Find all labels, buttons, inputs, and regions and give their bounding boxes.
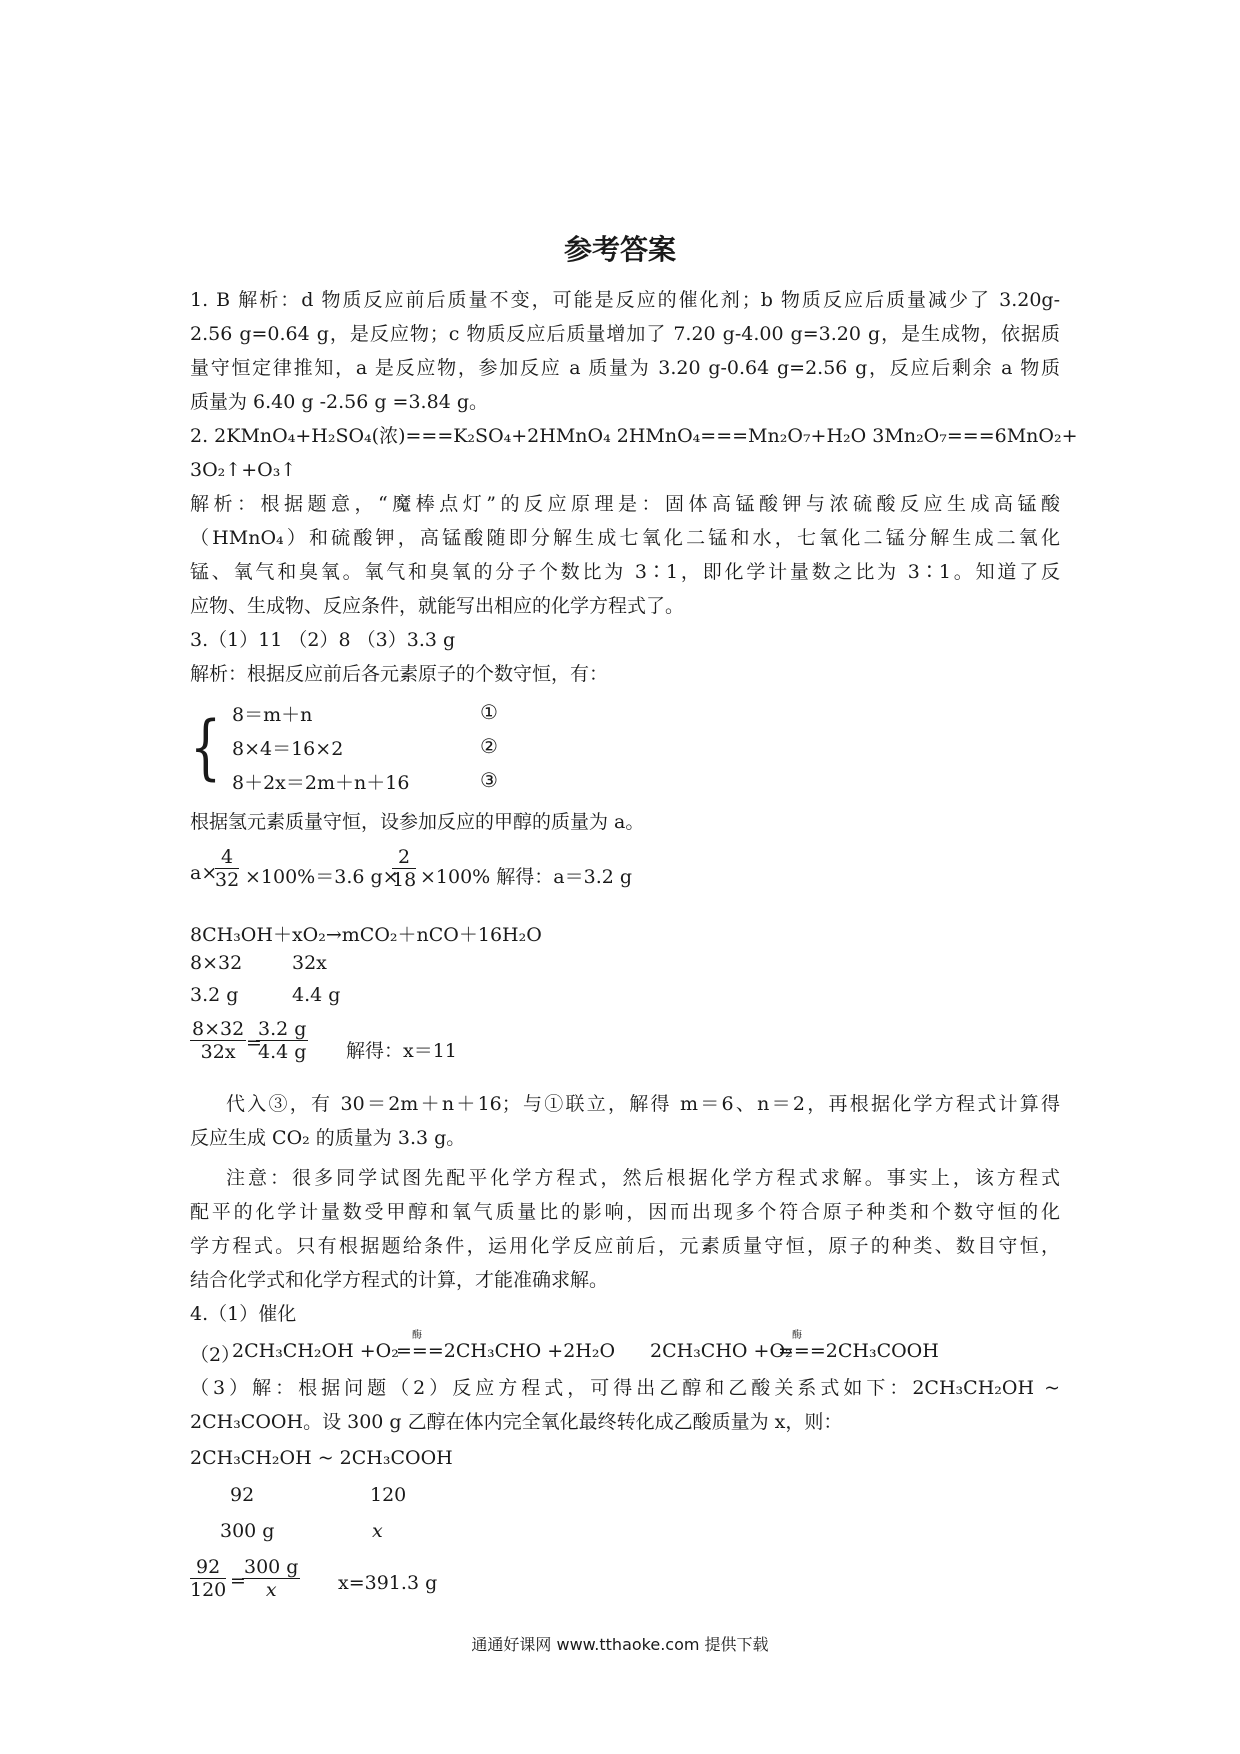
fraction-numerator: 4 — [215, 846, 239, 869]
system-brace: { — [190, 706, 222, 788]
fraction-denominator: 18 — [392, 869, 417, 891]
page-footer: 通通好课网 www.tthaoke.com 提供下载 — [471, 1635, 769, 1654]
q4-given-ethanol: 300 g — [220, 1520, 275, 1542]
fraction-denominator: 32x — [200, 1041, 236, 1063]
q4-unknown-acid: x — [372, 1520, 383, 1542]
proportion-equals: = — [246, 1032, 262, 1054]
system-equation-1: 8＝m＋n — [232, 704, 313, 726]
q4-mass-ethanol: 92 — [230, 1484, 255, 1506]
q1-line-1: 1. B 解析：d 物质反应前后质量不变，可能是反应的催化剂；b 物质反应后质量减少了 3.20g- — [190, 289, 1060, 311]
q2-equation-line-1: 2. 2KMnO₄+H₂SO₄(浓)===K₂SO₄+2HMnO₄ 2HMnO₄===Mn₂O₇+H₂O 3Mn₂O₇===6MnO₂+ — [190, 425, 1078, 447]
fraction-numerator: 8×32 — [192, 1018, 245, 1040]
fraction-denominator: 32 — [215, 869, 240, 891]
note-line-3: 学方程式。只有根据题给条件，运用化学反应前后，元素质量守恒，原子的种类、数目守恒， — [190, 1235, 1060, 1257]
fraction-lead: a× — [190, 862, 218, 884]
proportion-left — [190, 1018, 246, 1063]
q4-part-2-label: （2） — [190, 1344, 241, 1366]
circled-number-3: ③ — [480, 768, 498, 792]
substitution-line-1: 代入③，有 30＝2m＋n＋16；与①联立，解得 m＝6、n＝2，再根据化学方程式计算得 — [226, 1093, 1060, 1115]
q1-line-3: 量守恒定律推知，a 是反应物，参加反应 a 质量为 3.20 g-0.64 g=2.56 g，反应后剩余 a 物质 — [190, 357, 1060, 379]
q4-relation: 2CH₃CH₂OH ~ 2CH₃COOH — [190, 1447, 453, 1469]
q3-intro: 解析：根据反应前后各元素原子的个数守恒，有： — [190, 663, 609, 685]
q4-mass-acid: 120 — [370, 1484, 407, 1506]
fraction-2-18 — [392, 846, 416, 891]
system-equation-3: 8＋2x＝2m＋n＋16 — [232, 772, 410, 794]
fraction-tail: ×100% 解得：a＝3.2 g — [420, 866, 633, 888]
q2-analysis-line-1: 解析：根据题意，“魔棒点灯”的反应原理是：固体高锰酸钾与浓硫酸反应生成高锰酸 — [190, 493, 1060, 515]
hydrogen-conservation-line: 根据氢元素质量守恒，设参加反应的甲醇的质量为 a。 — [190, 811, 645, 833]
q2-analysis-line-2: （HMnO₄）和硫酸钾，高锰酸随即分解生成七氧化二锰和水，七氧化二锰分解生成二氧化 — [190, 527, 1060, 549]
fraction-4-32 — [215, 846, 239, 891]
q4-part-3-line-2: 2CH₃COOH。设 300 g 乙醇在体内完全氧化最终转化成乙酸质量为 x，则： — [190, 1411, 843, 1433]
mass-right: 4.4 g — [292, 984, 341, 1006]
q2-equation-line-2: 3O₂↑+O₃↑ — [190, 459, 297, 481]
proportion-result: 解得：x＝11 — [346, 1040, 457, 1062]
q2-analysis-line-3: 锰、氧气和臭氧。氧气和臭氧的分子个数比为 3∶1，即化学计量数之比为 3∶1。知道了反 — [190, 561, 1060, 583]
note-line-2: 配平的化学计量数受甲醇和氧气质量比的影响，因而出现多个符合原子种类和个数守恒的化 — [190, 1201, 1060, 1223]
molar-mass-right: 32x — [292, 952, 327, 974]
ethanol-oxidation-right: ===2CH₃CHO +2H₂O — [396, 1340, 616, 1362]
q4-proportion-left — [190, 1556, 226, 1601]
enzyme-condition-1: 酶 — [412, 1330, 422, 1341]
q4-proportion-equals: = — [230, 1570, 246, 1592]
fraction-numerator: 92 — [190, 1556, 226, 1579]
page-title: 参考答案 — [563, 233, 676, 266]
acetaldehyde-oxidation-left: 2CH₃CHO +O₂ — [650, 1340, 793, 1362]
note-line-4: 结合化学式和化学方程式的计算，才能准确求解。 — [190, 1269, 609, 1291]
fraction-denominator: x — [265, 1579, 277, 1601]
ethanol-oxidation-left: 2CH₃CH₂OH +O₂ — [232, 1340, 399, 1362]
fraction-denominator: 4.4 g — [258, 1041, 307, 1063]
q4-result: x=391.3 g — [338, 1572, 438, 1594]
methanol-reaction: 8CH₃OH＋xO₂→mCO₂＋nCO＋16H₂O — [190, 924, 542, 946]
molar-mass-left: 8×32 — [190, 952, 243, 974]
q4-proportion-right — [242, 1556, 300, 1601]
acetaldehyde-oxidation-right: ===2CH₃COOH — [778, 1340, 939, 1362]
enzyme-condition-2: 酶 — [792, 1330, 802, 1341]
q4-part-3-line-1: （3）解：根据问题（2）反应方程式，可得出乙醇和乙酸关系式如下：2CH₃CH₂OH ~ — [190, 1377, 1060, 1399]
fraction-mid: ×100%＝3.6 g× — [245, 866, 399, 888]
fraction-denominator: 120 — [190, 1579, 227, 1601]
q1-line-2: 2.56 g=0.64 g，是反应物；c 物质反应后质量增加了 7.20 g-4.00 g=3.20 g，是生成物，依据质 — [190, 323, 1060, 345]
q3-answers: 3.（1）11 （2）8 （3）3.3 g — [190, 629, 456, 651]
mass-left: 3.2 g — [190, 984, 239, 1006]
q2-analysis-line-4: 应物、生成物、反应条件，就能写出相应的化学方程式了。 — [190, 595, 685, 617]
circled-number-2: ② — [480, 734, 498, 758]
substitution-line-2: 反应生成 CO₂ 的质量为 3.3 g。 — [190, 1127, 466, 1149]
q1-line-4: 质量为 6.40 g -2.56 g =3.84 g。 — [190, 391, 488, 413]
fraction-numerator: 300 g — [244, 1556, 299, 1578]
note-line-1: 注意：很多同学试图先配平化学方程式，然后根据化学方程式求解。事实上，该方程式 — [226, 1167, 1060, 1189]
proportion-right — [256, 1018, 308, 1063]
circled-number-1: ① — [480, 700, 498, 724]
fraction-numerator: 3.2 g — [258, 1018, 307, 1040]
fraction-numerator: 2 — [392, 846, 416, 869]
q4-part-1: 4.（1）催化 — [190, 1303, 297, 1325]
system-equation-2: 8×4＝16×2 — [232, 738, 344, 760]
